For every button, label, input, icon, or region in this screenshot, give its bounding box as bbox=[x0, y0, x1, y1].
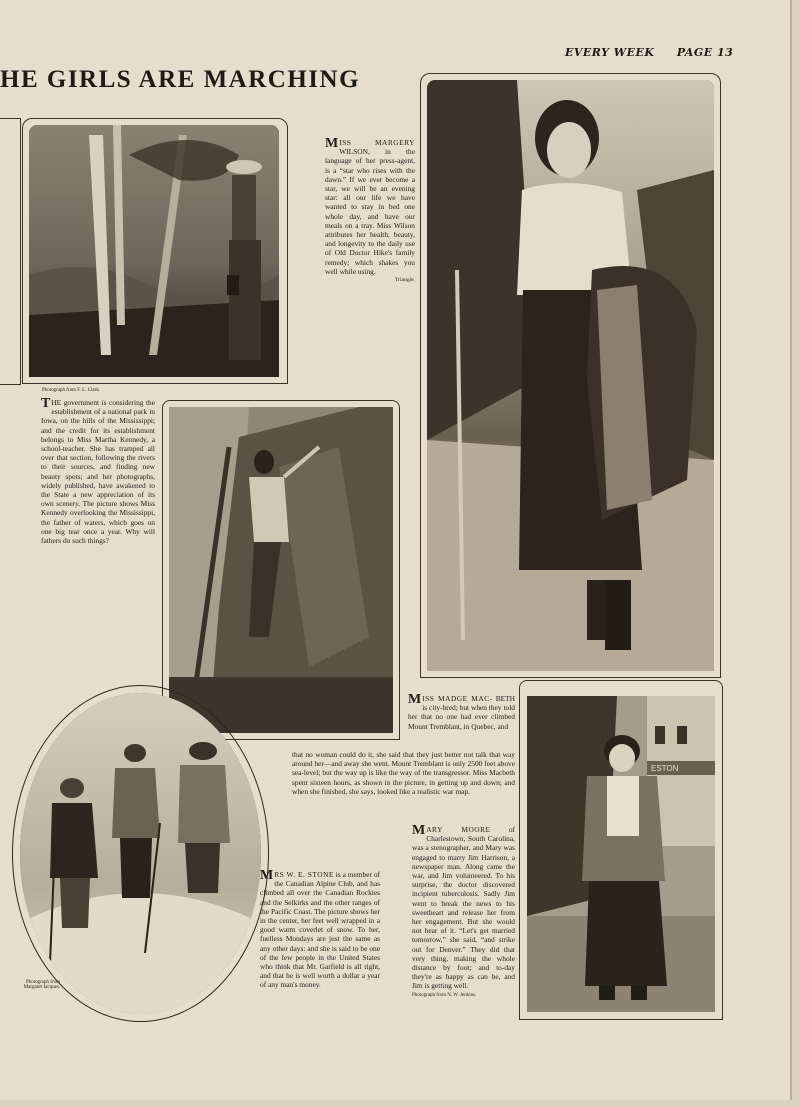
magazine-name: EVERY WEEK bbox=[565, 46, 655, 59]
wilson-caption bbox=[325, 138, 415, 285]
wilson-photo bbox=[427, 80, 714, 671]
wilson-photo-frame bbox=[420, 73, 721, 678]
moore-body: of Charlestown, South Carolina, was a stenographer, and Mary was engaged to marry Jim Harrison, a newspaper man. Along came the war, and Jim volunteered. To his surprise, the doctor discovered incipient tuberculosis. Sadly Jim went to break the news to his sweetheart and release her from her engagement. But she would not hear of it. “Let's get married tomorrow,” she said, “and strike out for Denver.” They did that very thing, making the whole distance by foot; and to-day they're as happy as can be, and Jim is getting well. bbox=[412, 825, 515, 991]
stone-body: is a member of the Canadian Alpine Club, and has climbed all over the Canadian Rockies and the Selkirks and the other ranges of the Pacific Coast. The picture shows her in the center, her feet well wrapped in a good warm coverlet of snow. To her, fuelless Mondays are just the same as any other days: and she is said to be one of the few people in the United States who think that Mr. Garfield is all right, and that he is well worth a dollar a year of any man's money. bbox=[260, 870, 380, 990]
moore-photo bbox=[527, 696, 715, 1012]
macbeth-photo bbox=[169, 407, 393, 733]
macbeth-body-narrow: BETH is city-bred; but when they told her that no one had ever climbed Mount Tremblant, in Quebec, and bbox=[408, 694, 515, 731]
kennedy-credit: Photograph from F. L. Clark. bbox=[42, 388, 101, 393]
stone-photo bbox=[20, 693, 261, 1014]
wilson-dropcap: M bbox=[325, 136, 339, 151]
kennedy-photo bbox=[29, 125, 279, 377]
moore-dropcap: M bbox=[412, 823, 426, 838]
kennedy-dropcap: T bbox=[41, 396, 51, 411]
moore-photo-frame bbox=[519, 680, 723, 1020]
stone-photo-frame bbox=[12, 685, 269, 1022]
kennedy-body: HE government is considering the establishment of a national park in Iowa, on the hills of the Mississippi; and the credit for its establishment belongs to Miss Martha Kennedy, a school-teacher. She has tramped all over that section, following the rivers to their sources, and finding new beauty spots; and her photographs, widely published, have awakened to the State a new appreciation of its own scenery. The picture shows Miss Kennedy overlooking the Mississippi, the father of waters, which goes on one big tear once a year. Why will fathers do such things? bbox=[41, 398, 155, 546]
page-number: PAGE 13 bbox=[676, 46, 734, 59]
moore-caption bbox=[412, 825, 515, 1000]
macbeth-name: ISS MADGE MAC- bbox=[422, 694, 493, 703]
moore-name: ARY MOORE bbox=[426, 825, 491, 834]
stone-dropcap: M bbox=[260, 868, 274, 883]
stone-caption bbox=[260, 870, 380, 990]
store-sign-text: ESTON bbox=[651, 764, 679, 773]
wilson-name: ISS MARGERY bbox=[339, 138, 415, 147]
stone-credit: Photograph from Margaret Jacques. bbox=[23, 980, 60, 990]
wilson-signature: Triangle. bbox=[394, 277, 415, 284]
page-title: HE GIRLS ARE MARCHING bbox=[0, 66, 361, 93]
stone-name: RS W. E. STONE bbox=[274, 870, 334, 879]
macbeth-caption-bottom: that no woman could do it, she said that they just better not talk that way around her—and away she went. Mount Tremblant is only 2500 feet above sea-level; but the way up is like the way of the transgressor. Miss Macbeth spent sixteen hours, as shown in the picture, in getting up and down; and when she finished, she says, looked like a realistic war map. bbox=[292, 750, 515, 796]
macbeth-photo-frame bbox=[162, 400, 400, 740]
wilson-body: WILSON, in the language of her press-agent, is a “star who rises with the dawn.” If we ever become a star, we will be an evening star: all our life we have wanted to stay in bed one whole day, and have our meals on a tray. Miss Wilson attributes her health, beauty, and longevity to the daily use of Old Doctor Hike's family remedy; which shakes you well while using. bbox=[325, 147, 415, 276]
moore-credit: Photograph from N. W. Jenkins. bbox=[412, 992, 477, 998]
left-edge-frame bbox=[0, 118, 21, 385]
macbeth-dropcap: M bbox=[408, 692, 422, 707]
page-header bbox=[565, 46, 751, 59]
kennedy-photo-frame bbox=[22, 118, 288, 384]
macbeth-caption-top bbox=[408, 694, 515, 731]
kennedy-caption bbox=[41, 398, 155, 545]
